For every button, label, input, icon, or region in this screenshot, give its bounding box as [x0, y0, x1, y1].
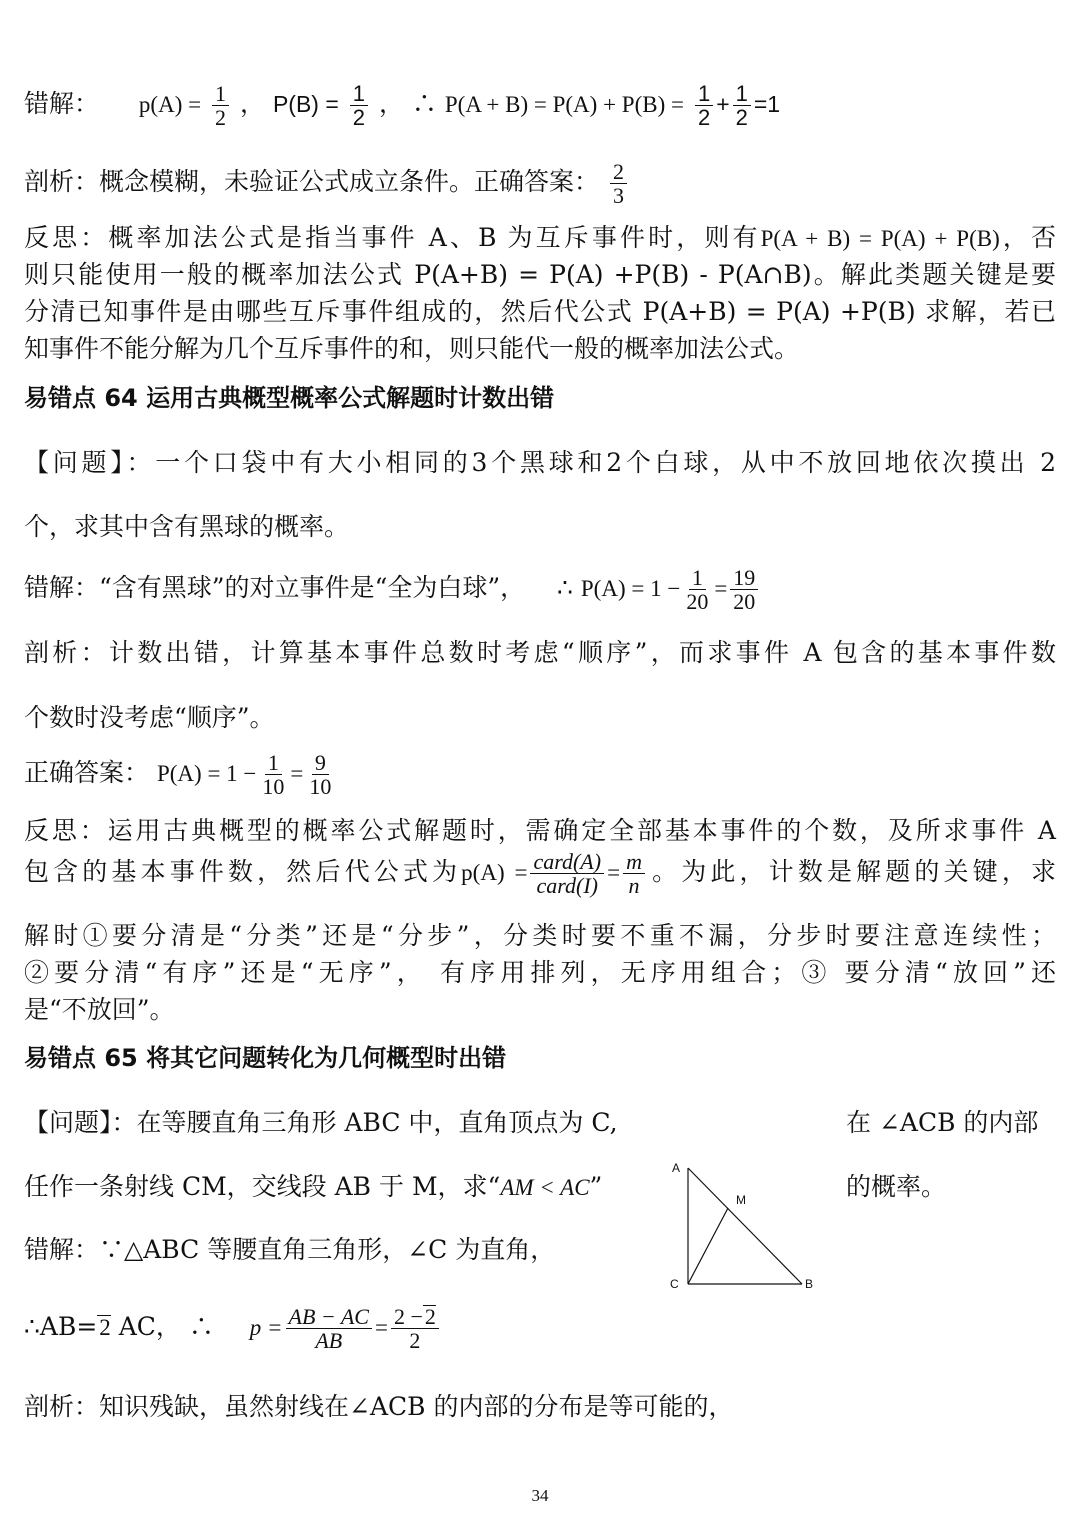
- reflection-line-1: 反思：概率加法公式是指当事件 A、B 为互斥事件时，则有P(A + B) = P(A) + P(B)，否: [24, 223, 1056, 252]
- fraction-half-b: $\frac{1}{2}$: [350, 82, 368, 129]
- label-m: M: [736, 1193, 746, 1207]
- reflection-64-line-3: 解时①要分清是“分类”还是“分步”，分类时要不重不漏，分步时要注意连续性；: [24, 921, 1056, 950]
- inequality-am-ac: AM < AC: [500, 1175, 590, 1200]
- result-one: =1: [753, 91, 781, 118]
- fraction-ab-ac: $\frac{AB - AC}{AB}$: [286, 1305, 372, 1352]
- sqrt-two: 2: [99, 1315, 111, 1341]
- fraction-m-n: $\frac{m}{n}$: [623, 850, 645, 897]
- ray-cm: [688, 1208, 728, 1284]
- label-a: A: [672, 1161, 681, 1175]
- problem-64-line-1: 【问题】：一个口袋中有大小相同的3个黑球和2个白球，从中不放回地依次摸出 2: [24, 448, 1056, 477]
- label-b: B: [805, 1277, 814, 1291]
- fraction-card: $\frac{\text{card(A)}}{\text{card(I)}}$: [530, 850, 604, 897]
- reflection-line-3: 分清已知事件是由哪些互斥事件组成的，然后代公式 P(A+B) = P(A) +P(B) 求解，若已: [24, 297, 1056, 326]
- problem-65-line-2-right: 的概率。: [846, 1172, 947, 1201]
- analysis-line: 剖析：概念模糊，未验证公式成立条件。正确答案： $\frac{2}{3}$: [24, 160, 630, 207]
- fraction-half-c: $\frac{1}{2}$: [695, 82, 713, 129]
- heading-64: 易错点 64 运用古典概型概率公式解题时计数出错: [24, 384, 555, 412]
- formula-pb: P(B) =: [272, 91, 339, 118]
- wrong-solution-line: 错解： p(A) = $\frac{1}{2}$ ， P(B) = $\frac{1}{2}$ ， ∴ P(A + B) = P(A) + P(B) = $\frac{1}{2}$ + $\frac{1}{2}$ =1: [24, 81, 781, 131]
- fraction-1-10: $\frac{1}{10}$: [262, 750, 285, 800]
- reflection-64-line-5: 是“不放回”。: [24, 995, 175, 1024]
- fraction-2-minus-sqrt2: $\frac{2 -2}{2}$: [391, 1305, 439, 1352]
- therefore-symbol: ∴: [411, 89, 437, 119]
- fraction-19-20: $\frac{19}{20}$: [730, 566, 758, 613]
- reflection-64-line-2: 包含的基本事件数，然后代公式为p(A) = $\frac{\text{card(A)}}{\text{card(I)}}$ = $\frac{m}{n}$ 。为此，计数是解题的关键，求: [24, 849, 1056, 899]
- side-ab: [688, 1168, 802, 1284]
- answer-two-thirds: $\frac{2}{3}$: [610, 160, 627, 207]
- wrong-solution-65: 错解：∵△ABC 等腰直角三角形，∠C 为直角，: [24, 1235, 556, 1264]
- fraction-9-10: $\frac{9}{10}$: [309, 750, 332, 800]
- wrong-solution-64: 错解：“含有黑球”的对立事件是“全为白球”， ∴ P(A) = 1 − $\frac{1}{20}$ = $\frac{19}{20}$: [24, 566, 761, 613]
- triangle-figure: [668, 1158, 818, 1298]
- fraction-half-a: $\frac{1}{2}$: [212, 82, 229, 129]
- wrong-label: 错解：: [24, 89, 100, 119]
- wrong-solution-65-line-2: ∴AB=2 AC， ∴ p = $\frac{AB - AC}{AB}$ = $\frac{2 -2}{2}$: [24, 1305, 442, 1352]
- reflection-64-line-1: 反思：运用古典概型的概率公式解题时，需确定全部基本事件的个数，及所求事件 A: [24, 816, 1056, 845]
- page-number: 34: [531, 1486, 549, 1505]
- formula-pa: p(A) =: [138, 92, 202, 118]
- analysis-65: 剖析：知识残缺，虽然射线在∠ACB 的内部的分布是等可能的，: [24, 1392, 734, 1421]
- fraction-half-d: $\frac{1}{2}$: [733, 82, 751, 129]
- reflection-64-line-4: ②要分清“有序”还是“无序”， 有序用排列，无序用组合；③ 要分清“放回”还: [24, 958, 1056, 987]
- label-c: C: [670, 1277, 679, 1291]
- reflection-line-4: 知事件不能分解为几个互斥事件的和，则只能代一般的概率加法公式。: [24, 334, 800, 363]
- problem-65-line-1-left: 【问题】：在等腰直角三角形 ABC 中，直角顶点为 C,: [24, 1108, 618, 1137]
- formula-additive: P(A + B) = P(A) + P(B): [760, 226, 1000, 251]
- problem-64-line-2: 个，求其中含有黑球的概率。: [24, 512, 350, 541]
- fraction-1-20: $\frac{1}{20}$: [686, 565, 709, 615]
- analysis-64-line-2: 个数时没考虑“顺序”。: [24, 703, 275, 732]
- formula-sum: P(A + B) = P(A) + P(B) =: [444, 92, 684, 118]
- problem-65-line-2-left: 任作一条射线 CM，交线段 AB 于 M，求“AM < AC”: [24, 1172, 603, 1201]
- correct-answer-64: 正确答案： P(A) = 1 − $\frac{1}{10}$ = $\frac{9}{10}$: [24, 751, 337, 798]
- reflection-line-2: 则只能使用一般的概率加法公式 P(A+B) = P(A) +P(B) - P(A∩B)。解此类题关键是要: [24, 260, 1056, 289]
- heading-65: 易错点 65 将其它问题转化为几何概型时出错: [24, 1044, 507, 1072]
- problem-65-line-1-right: 在 ∠ACB 的内部: [846, 1108, 1039, 1137]
- analysis-64-line-1: 剖析：计数出错，计算基本事件总数时考虑“顺序”，而求事件 A 包含的基本事件数: [24, 638, 1056, 667]
